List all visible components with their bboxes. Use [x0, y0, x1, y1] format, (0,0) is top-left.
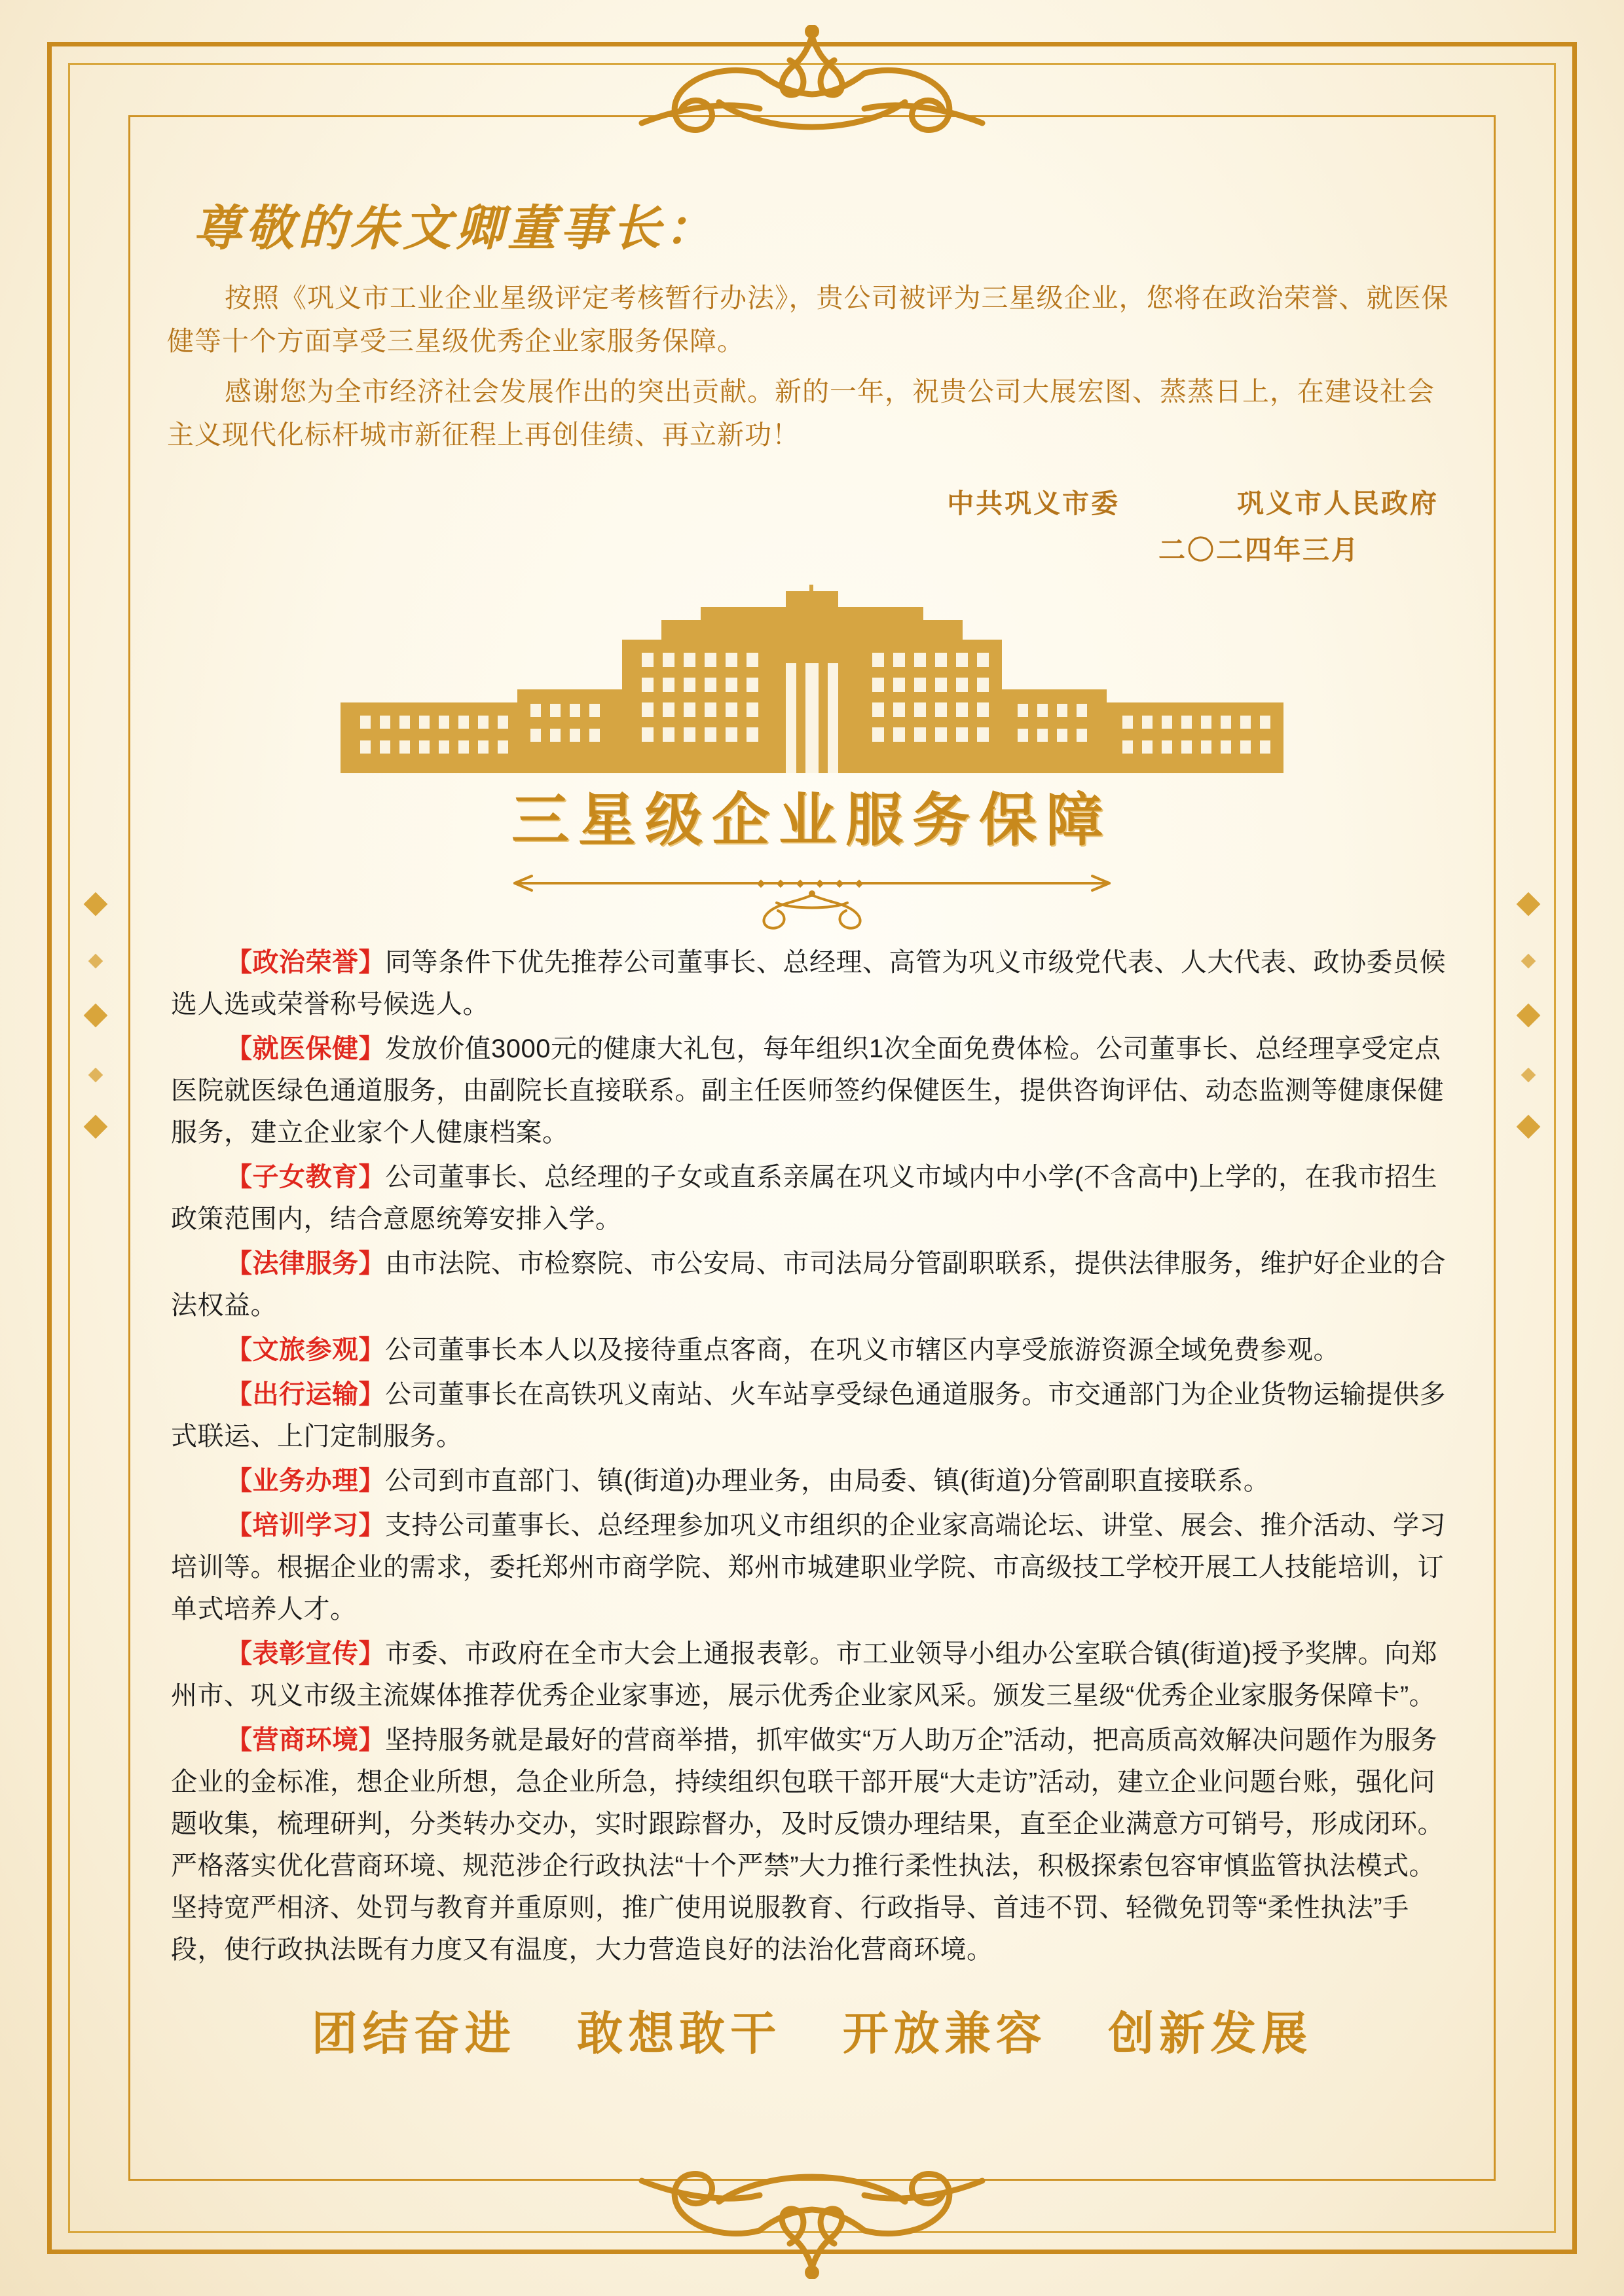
slogan-item: 团结奋进 — [311, 2009, 516, 2060]
signature-orgs — [167, 481, 1439, 528]
signature-date: 二〇二四年三月 — [1158, 535, 1360, 566]
benefit-item — [171, 1460, 1453, 1502]
signature-block — [167, 481, 1457, 575]
letter-paragraph-1: 按照《巩义市工业企业星级评定考核暂行办法》，贵公司被评为三星级企业，您将在政治荣誉、就医保健等十个方面享受三星级优秀企业家服务保障。 — [167, 283, 1449, 357]
salutation: 尊敬的朱文卿董事长： — [193, 202, 717, 256]
benefit-item — [171, 1243, 1453, 1326]
slogan-item: 创新发展 — [1108, 2009, 1313, 2060]
benefit-tag: 【出行运输】 — [226, 1380, 385, 1410]
slogan-item: 敢想敢干 — [577, 2009, 782, 2060]
benefit-text: 由市法院、市检察院、市公安局、市司法局分管副职联系，提供法律服务，维护好企业的合法权益。 — [171, 1249, 1446, 1321]
benefit-tag: 【营商环境】 — [226, 1726, 385, 1755]
benefit-item — [171, 1504, 1453, 1630]
benefit-text: 市委、市政府在全市大会上通报表彰。市工业领导小组办公室联合镇(街道)授予奖牌。向郑州市、巩义市级主流媒体推荐优秀企业家事迹，展示优秀企业家风采。颁发三星级“优秀企业家服务保障卡”。 — [171, 1639, 1438, 1711]
title-divider-ornament-icon — [491, 869, 1133, 932]
benefit-tag: 【文旅参观】 — [226, 1336, 385, 1365]
benefit-tag: 【就医保健】 — [226, 1034, 385, 1064]
benefit-text: 同等条件下优先推荐公司董事长、总经理、高管为巩义市级党代表、人大代表、政协委员候选人选或荣誉称号候选人。 — [171, 948, 1446, 1019]
document-content — [167, 190, 1457, 2063]
building-icon — [334, 585, 1290, 781]
signing-org-right: 巩义市人民政府 — [1237, 488, 1439, 519]
benefit-item — [171, 1374, 1453, 1457]
benefit-item — [171, 1156, 1453, 1240]
benefit-tag: 【表彰宣传】 — [226, 1639, 385, 1669]
slogan-bar — [167, 1997, 1457, 2063]
benefit-text: 坚持服务就是最好的营商举措，抓牢做实“万人助万企”活动，把高质高效解决问题作为服务企业的金标准，想企业所想，急企业所急，持续组织包联干部开展“大走访”活动，建立企业问题台账，强化问题收集，梳理研判，分类转办交办，实时跟踪督办，及时反馈办理结果，直至企业满意方可销号，形成闭环。严格落实优化营商环境、规范涉企行政执法“十个严禁”大力推行柔性执法，积极探索包容审慎监管执法模式。坚持宽严相济、处罚与教育并重原则，推广使用说服教育、行政指导、首违不罚、轻微免罚等“柔性执法”手段，使行政执法既有力度又有温度，大力营造良好的法治化营商环境。 — [171, 1726, 1444, 1965]
benefit-item — [171, 941, 1453, 1025]
top-flourish-icon — [563, 25, 1061, 162]
government-building-illustration — [167, 585, 1457, 781]
benefit-text: 支持公司董事长、总经理参加巩义市组织的企业家高端论坛、讲堂、展会、推介活动、学习培训等。根据企业的需求，委托郑州市商学院、郑州市城建职业学院、市高级技工学校开展工人技能培训，订单式培养人才。 — [171, 1511, 1446, 1624]
benefit-tag: 【法律服务】 — [226, 1249, 385, 1279]
bottom-flourish-icon — [563, 2141, 1061, 2279]
benefit-text: 发放价值3000元的健康大礼包，每年组织1次全面免费体检。公司董事长、总经理享受定点医院就医绿色通道服务，由副院长直接联系。副主任医师签约保健医生，提供咨询评估、动态监测等健康保健服务，建立企业家个人健康档案。 — [171, 1034, 1444, 1148]
benefit-tag: 【业务办理】 — [226, 1467, 385, 1496]
signing-org-left: 中共巩义市委 — [947, 488, 1120, 519]
benefit-item — [171, 1028, 1453, 1154]
benefit-tag: 【培训学习】 — [226, 1511, 385, 1540]
benefit-tag: 【子女教育】 — [226, 1163, 385, 1192]
benefit-item — [171, 1719, 1453, 1971]
benefit-text: 公司董事长本人以及接待重点客商，在巩义市辖区内享受旅游资源全域免费参观。 — [385, 1336, 1340, 1365]
letter-body — [167, 276, 1457, 457]
section-title: 三星级企业服务保障 — [511, 790, 1113, 854]
benefit-text: 公司到市直部门、镇(街道)办理业务，由局委、镇(街道)分管副职直接联系。 — [385, 1467, 1270, 1496]
benefit-text: 公司董事长在高铁巩义南站、火车站享受绿色通道服务。市交通部门为企业货物运输提供多式联运、上门定制服务。 — [171, 1380, 1446, 1451]
benefit-tag: 【政治荣誉】 — [226, 948, 385, 977]
benefit-text: 公司董事长、总经理的子女或直系亲属在巩义市域内中小学(不含高中)上学的，在我市招生政策范围内，结合意愿统筹安排入学。 — [171, 1163, 1438, 1234]
slogan-item: 开放兼容 — [842, 2009, 1047, 2060]
letter-paragraph-2: 感谢您为全市经济社会发展作出的突出贡献。新的一年，祝贵公司大展宏图、蒸蒸日上，在建设社会主义现代化标杆城市新征程上再创佳绩、再立新功！ — [167, 376, 1435, 450]
benefit-item — [171, 1329, 1453, 1371]
benefits-list — [167, 941, 1457, 1971]
section-title-area — [167, 774, 1457, 935]
benefit-item — [171, 1633, 1453, 1717]
